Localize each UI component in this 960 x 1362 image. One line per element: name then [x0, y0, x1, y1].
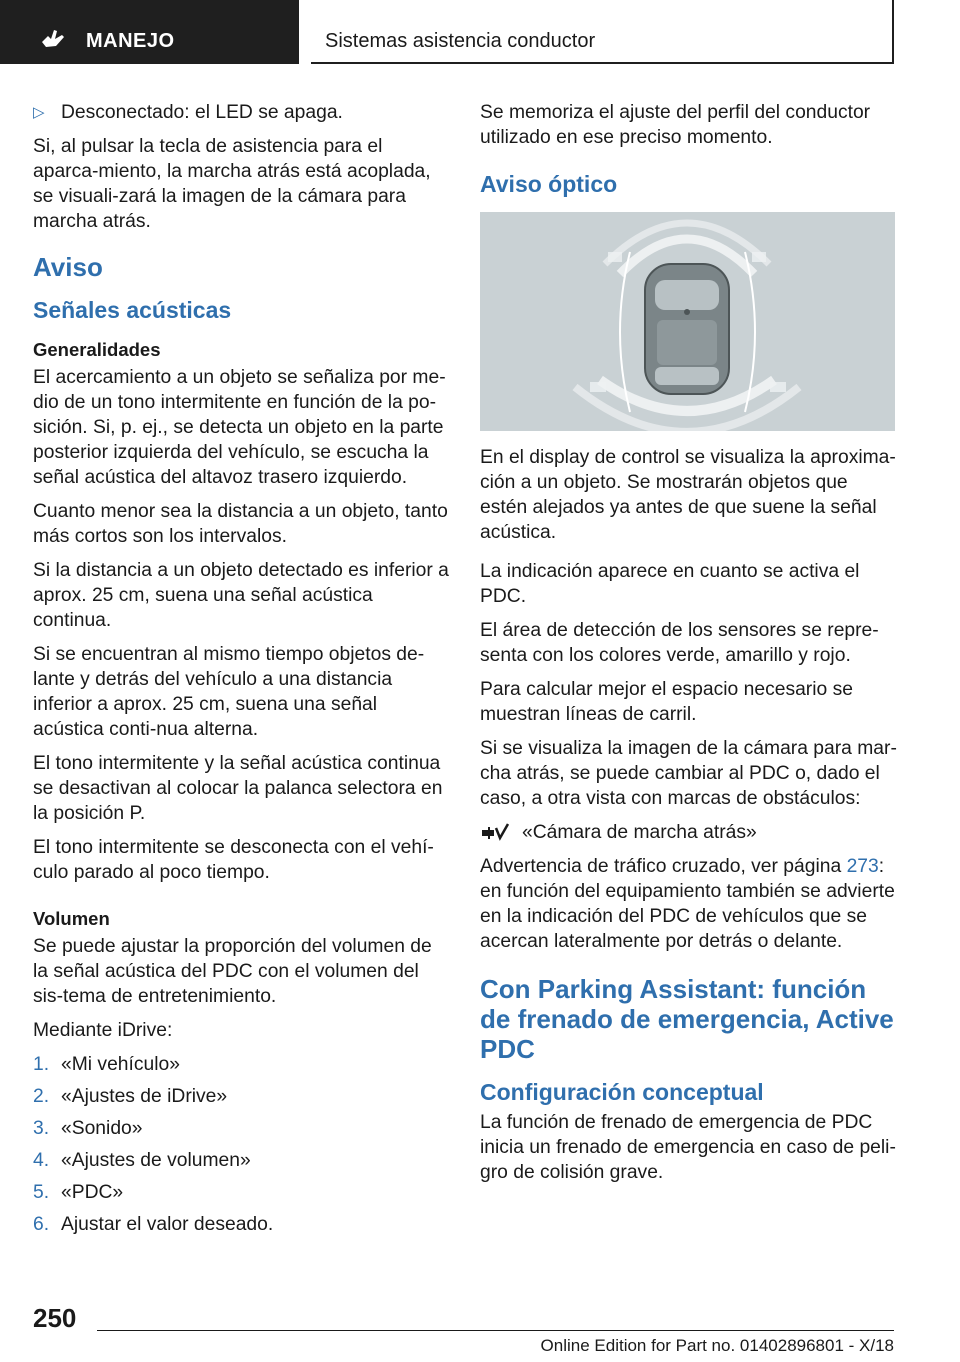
paragraph: El tono intermitente se desconecta con el vehí-culo parado al poco tiempo.: [33, 837, 434, 883]
paragraph: Si la distancia a un objeto detectado es inferior a aprox. 25 cm, suena una señal acústica continua.: [33, 560, 449, 631]
paragraph: Para calcular mejor el espacio necesario se muestran líneas de carril.: [480, 679, 853, 725]
paragraph: La función de frenado de emergencia de PDC inicia un frenado de emergencia en caso de peli-gro de colisión grave.: [480, 1112, 896, 1183]
list-item: 3. «Sonido»: [33, 1118, 143, 1139]
paragraph: Advertencia de tráfico cruzado, ver página 273: en función del equipamiento también se advierte en la indicación del PDC de vehículos que se acercan lateralmente por detrás o delante.: [480, 856, 895, 952]
page-reference-link[interactable]: 273: [846, 856, 879, 877]
heading-configuracion: Configuración conceptual: [480, 1079, 764, 1105]
paragraph: Cuanto menor sea la distancia a un objeto, tanto más cortos son los intervalos.: [33, 501, 448, 547]
steps-list: [33, 1052, 451, 1237]
paragraph: Si se visualiza la imagen de la cámara para mar-cha atrás, se puede cambiar al PDC o, dado el caso, a otra vista con marcas de obstáculos:: [480, 738, 897, 809]
heading-aviso-optico: Aviso óptico: [480, 171, 618, 197]
paragraph: El área de detección de los sensores se repre-senta con los colores verde, amarillo y rojo.: [480, 620, 879, 666]
paragraph: Se memoriza el ajuste del perfil del conductor utilizado en ese preciso momento.: [480, 102, 871, 148]
paragraph: La indicación aparece en cuanto se activa el PDC.: [480, 561, 860, 607]
triangle-bullet-icon: ▷: [33, 104, 45, 121]
camera-option-line: «Cámara de marcha atrás»: [480, 820, 898, 845]
list-item: 1. «Mi vehículo»: [33, 1054, 180, 1075]
header-chapter-title: Sistemas asistencia conductor: [325, 30, 596, 52]
header-section-tab: [0, 0, 299, 64]
pdc-display-figure: [480, 212, 895, 431]
paragraph: Si, al pulsar la tecla de asistencia para el aparca-miento, la marcha atrás está acoplada, se visuali-zará la imagen de la cámara para marcha atrás.: [33, 136, 431, 232]
list-item: 6. Ajustar el valor deseado.: [33, 1214, 274, 1235]
right-column: [480, 100, 898, 1194]
list-item: 2. «Ajustes de iDrive»: [33, 1086, 228, 1107]
paragraph: Mediante iDrive:: [33, 1020, 173, 1041]
heading-generalidades: Generalidades: [33, 339, 161, 360]
footer-divider: [97, 1330, 894, 1331]
steering-hand-icon: [38, 26, 68, 50]
bullet-item: ▷ Desconectado: el LED se apaga.: [33, 102, 343, 123]
header-section-title: MANEJO: [86, 30, 175, 52]
footer-edition: Online Edition for Part no. 01402896801 - X/18: [540, 1336, 894, 1355]
heading-aviso: Aviso: [33, 252, 103, 282]
paragraph: Si se encuentran al mismo tiempo objetos de-lante y detrás del vehículo a una distancia inferior a aprox. 25 cm, suena una señal acústica conti-nua alterna.: [33, 644, 425, 740]
heading-parking-assistant: Con Parking Assistant: función de frenado de emergencia, Active PDC: [480, 974, 894, 1064]
left-column: [33, 100, 451, 1244]
paragraph: El acercamiento a un objeto se señaliza por me-dio de un tono intermitente en función de la po-sición. Si, p. ej., se detecta un objeto en la parte posterior izquierda del vehículo, se escucha la señal acústica del altavoz trasero izquierdo.: [33, 367, 446, 488]
paragraph: Se puede ajustar la proporción del volumen de la señal acústica del PDC con el volumen del sis-tema de entretenimiento.: [33, 936, 432, 1007]
rear-camera-icon: [480, 822, 510, 844]
paragraph: El tono intermitente y la señal acústica continua se desactivan al colocar la palanca selectora en la posición P.: [33, 753, 443, 824]
paragraph: En el display de control se visualiza la aproxima-ción a un objeto. Se mostrarán objetos que estén alejados ya antes de que suene la señal acústica.: [480, 447, 896, 543]
heading-senales: Señales acústicas: [33, 297, 232, 323]
pdc-car-illustration: [480, 212, 895, 431]
list-item: 5. «PDC»: [33, 1182, 124, 1203]
heading-volumen: Volumen: [33, 908, 110, 929]
list-item: 4. «Ajustes de volumen»: [33, 1150, 251, 1171]
header-chapter-box: [311, 0, 894, 64]
page-number: 250: [33, 1303, 77, 1333]
